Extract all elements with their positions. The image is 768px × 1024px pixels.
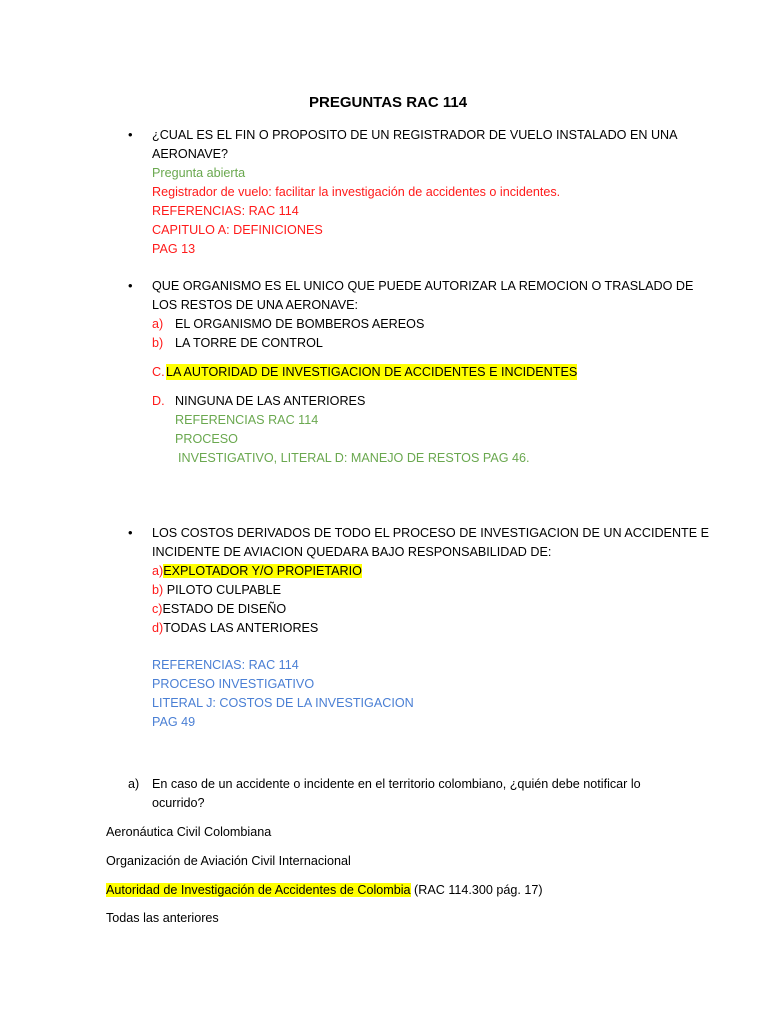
q2-option-b-letter: b) xyxy=(152,336,164,350)
q2-option-b: LA TORRE DE CONTROL xyxy=(175,336,323,350)
page-title: PREGUNTAS RAC 114 xyxy=(309,94,468,111)
q4-option-4: Todas las anteriores xyxy=(106,911,219,925)
q4-option-3-highlighted: Autoridad de Investigación de Accidentes de Colombia xyxy=(106,883,411,897)
q1-line2: AERONAVE? xyxy=(152,147,229,161)
q3-option-a-highlighted: EXPLOTADOR Y/O PROPIETARIO xyxy=(163,564,362,578)
q2-option-d: NINGUNA DE LAS ANTERIORES xyxy=(175,394,366,408)
q3-option-c-letter: c) xyxy=(152,602,163,616)
q4-letter: a) xyxy=(128,777,140,791)
q3-option-b-text: PILOTO CULPABLE xyxy=(163,583,282,597)
q2-line1: QUE ORGANISMO ES EL UNICO QUE PUEDE AUTORIZAR LA REMOCION O TRASLADO DE xyxy=(152,279,694,293)
q4-option-1: Aeronáutica Civil Colombiana xyxy=(106,825,272,839)
q2-ref3: INVESTIGATIVO, LITERAL D: MANEJO DE RESTOS PAG 46. xyxy=(178,451,530,465)
q3-option-b xyxy=(152,582,281,598)
q1-line1: ¿CUAL ES EL FIN O PROPOSITO DE UN REGISTRADOR DE VUELO INSTALADO EN UNA xyxy=(152,128,678,142)
q3-option-b-letter: b) xyxy=(152,583,164,597)
q3-option-d-letter: d) xyxy=(152,621,164,635)
q3-ref1: REFERENCIAS: RAC 114 xyxy=(152,658,299,672)
q1-ref3: PAG 13 xyxy=(152,242,196,256)
q3-ref2: PROCESO INVESTIGATIVO xyxy=(152,677,315,691)
q3-line1: LOS COSTOS DERIVADOS DE TODO EL PROCESO DE INVESTIGACION DE UN ACCIDENTE E xyxy=(152,526,710,540)
q1-ref2: CAPITULO A: DEFINICIONES xyxy=(152,223,323,237)
q2-option-c-letter: C. xyxy=(152,365,165,379)
bullet-q2: • xyxy=(128,278,133,293)
q3-option-a xyxy=(152,563,362,579)
q2-option-c-highlighted: LA AUTORIDAD DE INVESTIGACION DE ACCIDENTES E INCIDENTES xyxy=(166,365,578,379)
q3-option-d-text: TODAS LAS ANTERIORES xyxy=(163,621,319,635)
q2-option-a-letter: a) xyxy=(152,317,164,331)
bullet-q1: • xyxy=(128,127,133,142)
q4-line2: ocurrido? xyxy=(152,796,205,810)
q1-answer: Registrador de vuelo: facilitar la investigación de accidentes o incidentes. xyxy=(152,185,561,199)
q3-ref4: PAG 49 xyxy=(152,715,196,729)
q4-option-3-ref: (RAC 114.300 pág. 17) xyxy=(410,883,543,897)
q3-option-d xyxy=(152,620,318,636)
q2-ref2: PROCESO xyxy=(175,432,238,446)
q1-ref1: REFERENCIAS: RAC 114 xyxy=(152,204,299,218)
q3-option-c xyxy=(152,601,286,617)
q3-line2: INCIDENTE DE AVIACION QUEDARA BAJO RESPONSABILIDAD DE: xyxy=(152,545,552,559)
q2-option-d-letter: D. xyxy=(152,394,165,408)
q3-ref3: LITERAL J: COSTOS DE LA INVESTIGACION xyxy=(152,696,414,710)
q4-option-3 xyxy=(106,882,543,898)
q1-type: Pregunta abierta xyxy=(152,166,246,180)
q2-ref1: REFERENCIAS RAC 114 xyxy=(175,413,319,427)
q3-option-c-text: ESTADO DE DISEÑO xyxy=(162,602,287,616)
q4-line1: En caso de un accidente o incidente en el territorio colombiano, ¿quién debe notificar lo xyxy=(152,777,641,791)
q2-line2: LOS RESTOS DE UNA AERONAVE: xyxy=(152,298,358,312)
bullet-q3: • xyxy=(128,525,133,540)
q4-option-2: Organización de Aviación Civil Internacional xyxy=(106,854,351,868)
q3-option-a-letter: a) xyxy=(152,564,164,578)
q2-option-a: EL ORGANISMO DE BOMBEROS AEREOS xyxy=(175,317,425,331)
